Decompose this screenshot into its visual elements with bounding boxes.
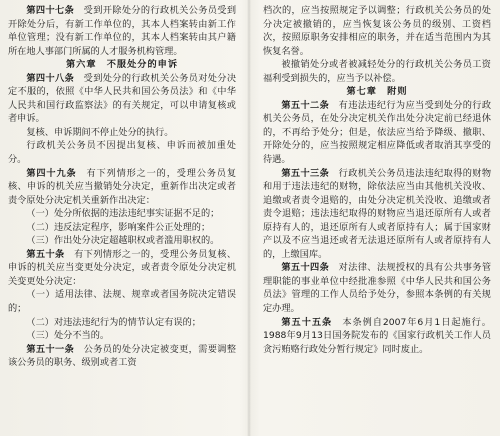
paragraph-text: 有违法违纪行为应当受到处分的行政机关公务员，在处分决定机关作出处分决定前已经退休的，不再给予处分；但是，依法应当给予降级、撤职、开除处分的，应当按照规定相应降低或者取消其享受的待遇。 <box>263 99 492 166</box>
paragraph-text: 受到开除处分的行政机关公务员受到开除处分后，有新工作单位的，其本人档案转由新工作单位管理；没有新工作单位的，其本人档案转由其户籍所在地人事部门所属的人才服务机构管理。 <box>8 5 237 57</box>
article-spacer <box>74 73 84 84</box>
article-spacer <box>74 344 84 355</box>
body-paragraph <box>8 221 236 235</box>
body-paragraph <box>8 288 236 315</box>
body-paragraph <box>8 139 236 166</box>
body-paragraph <box>8 316 236 330</box>
paragraph-text: （三）作出处分决定超越职权或者滥用职权的。 <box>26 235 220 247</box>
paragraph-text: 受到处分的行政机关公务员对处分决定不服的，依照《中华人民共和国公务员法》和《中华人民共和国行政监察法》的有关规定，可以申请复核或者申诉。 <box>8 72 237 125</box>
paragraph-text: 复核、申诉期间不停止处分的执行。 <box>26 126 174 138</box>
paragraph-text: 档次的，应当按照规定予以调整；行政机关公务员的处分决定被撤销的，应当恢复该公务员的级别、工资档次，按照原职务安排相应的职务，并在适当范围内为其恢复名誉。 <box>263 5 491 57</box>
paragraph-text: 行政机关公务员不因提出复核、申诉而被加重处分。 <box>8 140 236 166</box>
paragraph-text: （二）对违法违纪行为的情节认定有误的； <box>26 316 201 328</box>
article-number: 第五十三条 <box>281 167 330 179</box>
article-spacer <box>332 317 342 328</box>
article-spacer <box>65 249 75 260</box>
article-number: 第四十八条 <box>26 72 75 84</box>
article-number: 第四十七条 <box>26 5 75 16</box>
article-number: 第五十一条 <box>26 343 75 355</box>
article-paragraph <box>8 4 236 58</box>
article-spacer <box>329 100 339 111</box>
article-paragraph <box>8 343 236 370</box>
article-number: 第五十条 <box>26 248 65 260</box>
paragraph-text: 公务员的处分决定被变更，需要调整该公务员的职务、级别或者工资 <box>8 343 237 369</box>
article-number: 第四十九条 <box>26 167 77 179</box>
body-paragraph <box>8 329 236 343</box>
paragraph-text: 被撤销处分或者被减轻处分的行政机关公务员工资福利受到损失的，应当予以补偿。 <box>263 59 491 84</box>
article-paragraph <box>263 261 491 315</box>
article-spacer <box>329 168 339 179</box>
article-paragraph <box>8 167 236 208</box>
paragraph-text: 本条例自2007年6月1日起施行。1988年9月13日国务院发布的《国家行政机关工作人员贪污贿赂行政处分暂行规定》同时废止。 <box>263 316 491 355</box>
paragraph-text: （一）处分所依据的违法违纪事实证据不足的； <box>26 208 220 220</box>
left-text-column <box>8 4 236 370</box>
chapter-heading: 第六章 不服处分的申诉 <box>65 59 179 71</box>
body-paragraph <box>8 234 236 248</box>
paragraph-text: 有下列情形之一的，受理公务员复核、申诉的机关应当撤销处分决定，重新作出决定或者责令原处分决定机关重新作出决定： <box>8 167 237 206</box>
article-paragraph <box>8 72 236 126</box>
paragraph-text: 行政机关公务员违法违纪取得的财物和用于违法违纪的财物，除依法应当由其他机关没收、追缴或者责令退赔的，由处分决定机关没收、追缴或者责令退赔；违法违纪取得的财物应当退还原所有人或者原持有人的，退还原所有人或者原持有人；属于国家财产以及不应当退还或者无法退还原所有人或者原持有人的，上缴国库。 <box>263 167 492 260</box>
article-spacer <box>329 262 339 273</box>
paragraph-text: 对法律、法规授权的具有公共事务管理职能的事业单位中经批准参照《中华人民共和国公务员法》管理的工作人员给予处分，参照本条例的有关规定办理。 <box>263 262 492 315</box>
right-text-column <box>263 4 491 356</box>
article-paragraph <box>263 167 491 262</box>
article-spacer <box>74 5 84 16</box>
paragraph-text: （二）违反法定程序，影响案件公正处理的； <box>26 221 211 233</box>
article-spacer <box>77 168 87 179</box>
article-paragraph <box>263 99 491 167</box>
article-number: 第五十四条 <box>281 262 330 274</box>
article-paragraph <box>263 316 491 357</box>
paragraph-text: （三）处分不当的。 <box>26 330 110 342</box>
body-paragraph <box>8 207 236 221</box>
body-paragraph <box>263 58 491 85</box>
article-number: 第五十五条 <box>281 316 333 328</box>
page-fold-shadow <box>247 0 251 436</box>
article-number: 第五十二条 <box>281 99 330 111</box>
paragraph-text: 有下列情形之一的，受理公务员复核、申诉的机关应当变更处分决定，或者责令原处分决定机关变更处分决定： <box>8 248 237 287</box>
body-paragraph <box>263 4 491 58</box>
body-paragraph <box>8 126 236 140</box>
article-paragraph <box>8 248 236 289</box>
paragraph-text: （一）适用法律、法规、规章或者国务院决定错误的； <box>8 289 236 315</box>
chapter-heading: 第七章 附则 <box>346 86 408 98</box>
